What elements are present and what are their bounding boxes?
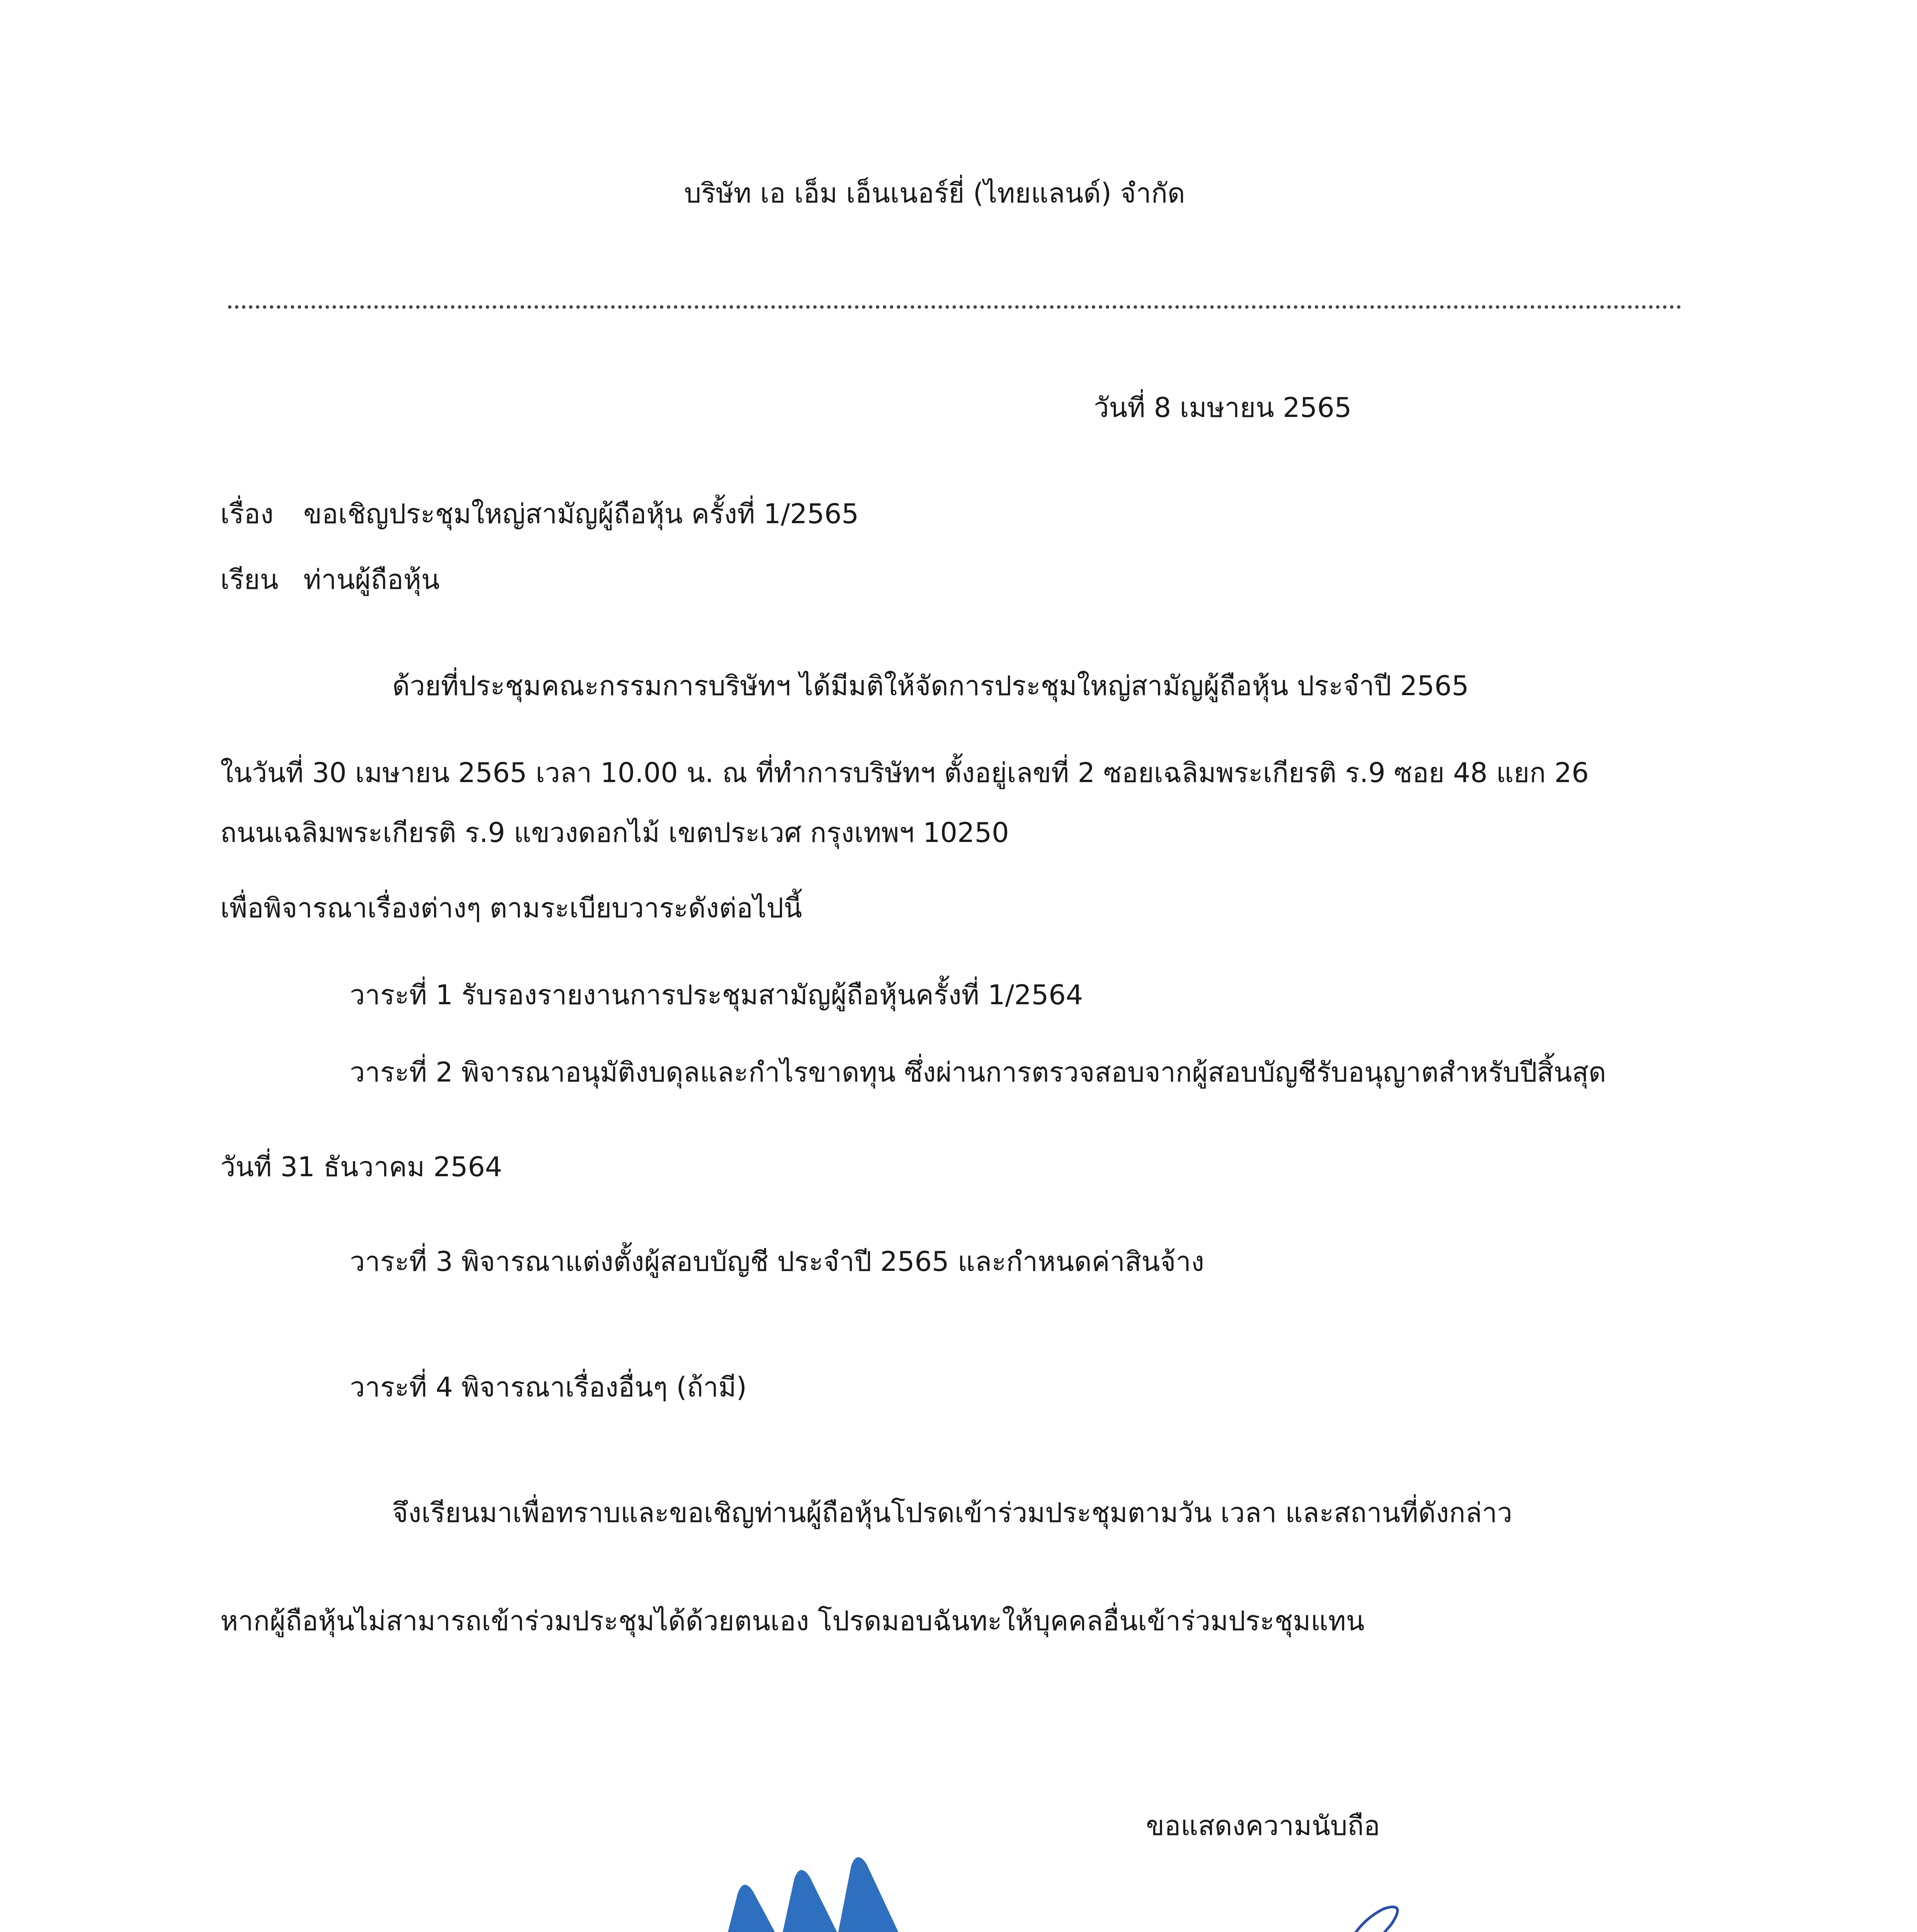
agenda-intro: เพื่อพิจารณาเรื่องต่างๆ ตามระเบียบวาระดังต่อไปนี้: [220, 892, 802, 924]
agenda-item-4: วาระที่ 4 พิจารณาเรื่องอื่นๆ (ถ้ามี): [350, 1371, 747, 1403]
agenda-item-2-continuation: วันที่ 31 ธันวาคม 2564: [220, 1151, 502, 1183]
stamp-logo-arch-right: [823, 1853, 903, 1932]
salutation-line: [220, 562, 440, 597]
stamp-logo-arch-middle: [766, 1866, 846, 1932]
company-header: บริษัท เอ เอ็ม เอ็นเนอร์ยี่ (ไทยแลนด์) จำกัด: [684, 177, 1185, 209]
closing-line-1: จึงเรียนมาเพื่อทราบและขอเชิญท่านผู้ถือหุ้นโปรดเข้าร่วมประชุมตามวัน เวลา และสถานที่ดังกล่าว: [392, 1497, 1512, 1529]
company-stamp: [634, 1847, 1044, 1932]
salutation-text: ท่านผู้ถือหุ้น: [303, 564, 440, 595]
letter-date: วันที่ 8 เมษายน 2565: [1094, 392, 1352, 423]
signature: [1098, 1893, 1755, 1932]
agenda-item-1: วาระที่ 1 รับรองรายงานการประชุมสามัญผู้ถือหุ้นครั้งที่ 1/2564: [350, 979, 1083, 1011]
closing-line-2: หากผู้ถือหุ้นไม่สามารถเข้าร่วมประชุมได้ด้วยตนเอง โปรดมอบฉันทะให้บุคคลอื่นเข้าร่วมประชุมแทน: [220, 1605, 1365, 1637]
agenda-item-3: วาระที่ 3 พิจารณาแต่งตั้งผู้สอบบัญชี ประจำปี 2565 และกำหนดค่าสินจ้าง: [350, 1246, 1204, 1277]
regards-text: ขอแสดงความนับถือ: [1146, 1810, 1380, 1842]
stamp-logo-arch-left: [710, 1881, 788, 1932]
subject-label: เรื่อง: [220, 498, 274, 530]
header-dotted-divider: [228, 305, 1681, 309]
agenda-item-2: วาระที่ 2 พิจารณาอนุมัติงบดุลและกำไรขาดทุน ซึ่งผ่านการตรวจสอบจากผู้สอบบัญชีรับอนุญาตสำหรับปีสิ้นสุด: [350, 1056, 1606, 1088]
body-paragraph-line-3: ถนนเฉลิมพระเกียรติ ร.9 แขวงดอกไม้ เขตประเวศ กรุงเทพฯ 10250: [220, 817, 1009, 849]
body-paragraph-line-1: ด้วยที่ประชุมคณะกรรมการบริษัทฯ ได้มีมติให้จัดการประชุมใหญ่สามัญผู้ถือหุ้น ประจำปี 2565: [392, 670, 1469, 702]
body-paragraph-line-2: ในวันที่ 30 เมษายน 2565 เวลา 10.00 น. ณ ที่ทำการบริษัทฯ ตั้งอยู่เลขที่ 2 ซอยเฉลิมพระเกียรติ ร.9 ซอย 48 แยก 26: [220, 757, 1589, 789]
subject-line: [220, 497, 859, 531]
subject-text: ขอเชิญประชุมใหญ่สามัญผู้ถือหุ้น ครั้งที่ 1/2565: [303, 498, 859, 530]
salutation-label: เรียน: [220, 564, 279, 595]
